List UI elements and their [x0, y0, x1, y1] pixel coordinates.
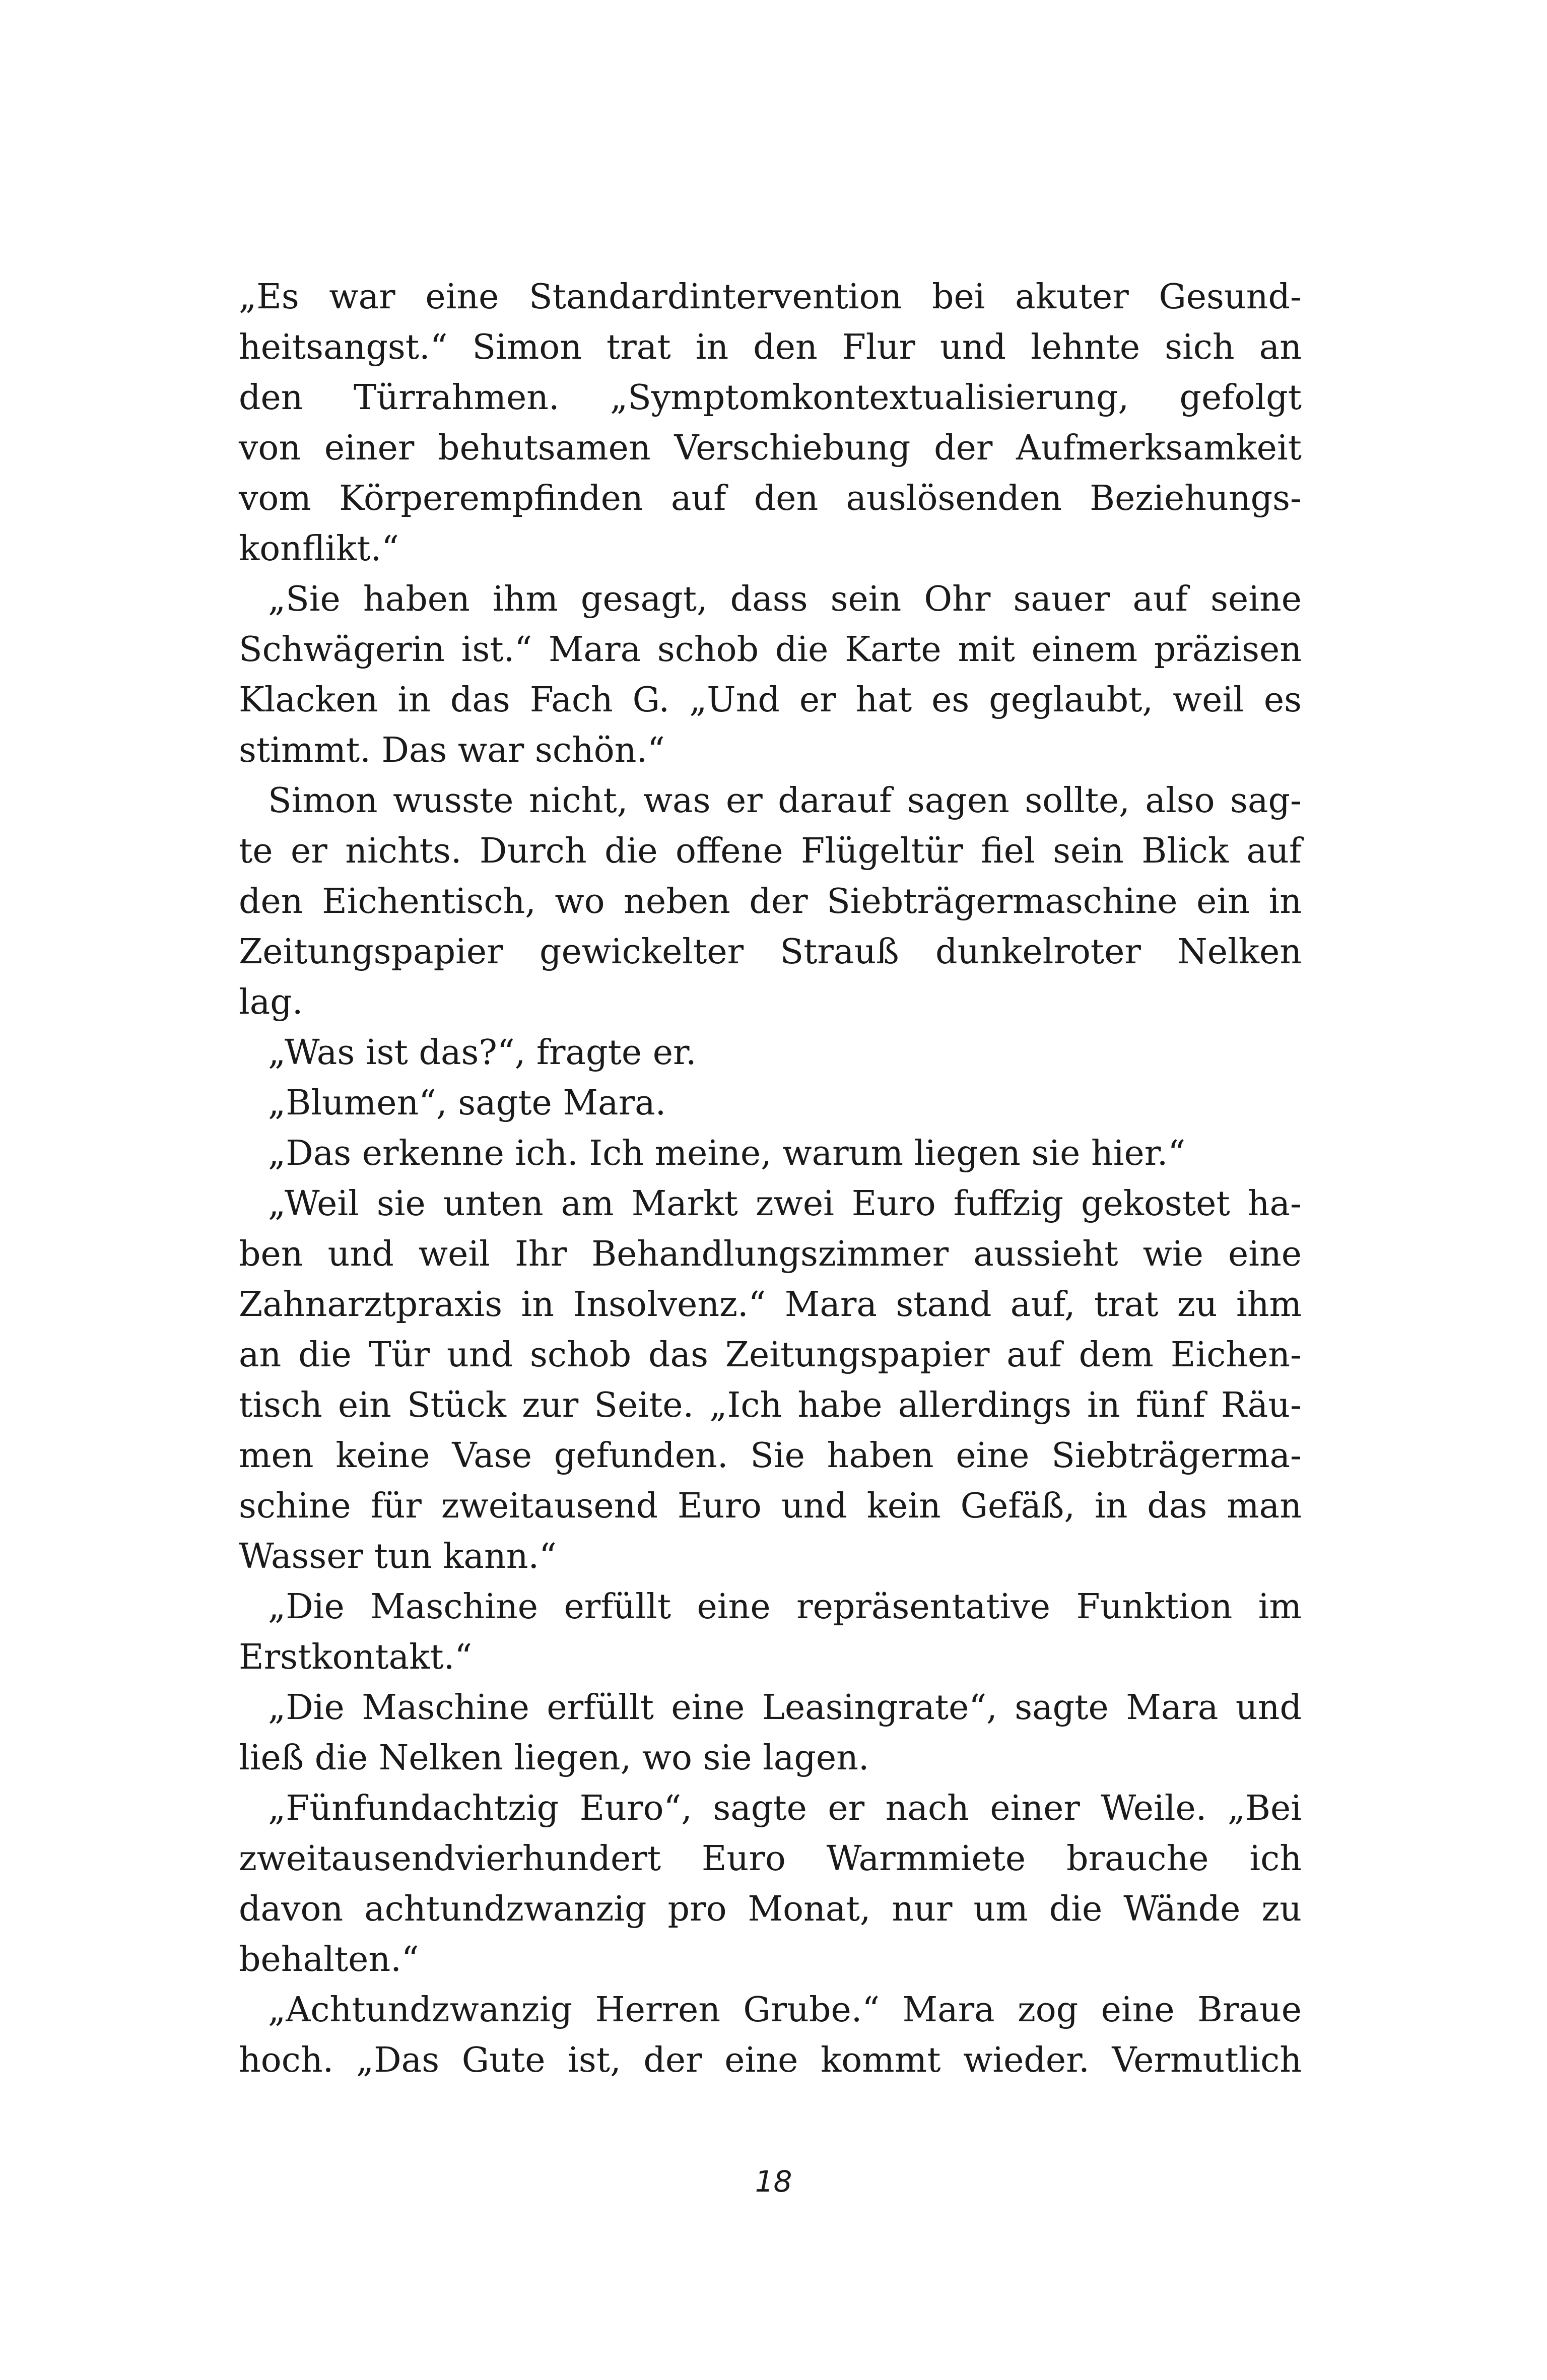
- text-line: te er nichts. Durch die offene Flügeltür fiel sein Blick auf: [239, 831, 1302, 871]
- text-line: zweitausendvierhundert Euro Warmmiete brauche ich: [239, 1839, 1302, 1879]
- text-line: „Die Maschine erfüllt eine Leasingrate“, sagte Mara und: [268, 1688, 1302, 1728]
- text-line: „Es war eine Standardintervention bei akuter Gesund-: [239, 277, 1302, 317]
- text-line: behalten.“: [239, 1940, 419, 1979]
- text-line: davon achtundzwanzig pro Monat, nur um die Wände zu: [239, 1889, 1302, 1929]
- text-line: stimmt. Das war schön.“: [239, 731, 665, 770]
- text-line: konflikt.“: [239, 529, 399, 569]
- text-line: Zeitungspapier gewickelter Strauß dunkelroter Nelken: [239, 932, 1302, 972]
- text-line: „Blumen“, sagte Mara.: [268, 1083, 666, 1123]
- text-line: den Türrahmen. „Symptomkontextualisierung, gefolgt: [239, 378, 1302, 418]
- text-line: an die Tür und schob das Zeitungspapier auf dem Eichen-: [239, 1335, 1302, 1375]
- text-line: schine für zweitausend Euro und kein Gefäß, in das man: [239, 1486, 1302, 1526]
- text-line: Wasser tun kann.“: [239, 1537, 557, 1576]
- text-line: tisch ein Stück zur Seite. „Ich habe allerdings in fünf Räu-: [239, 1385, 1302, 1425]
- page-number: 18: [755, 2164, 792, 2199]
- text-line: von einer behutsamen Verschiebung der Aufmerksamkeit: [239, 428, 1302, 468]
- text-line: „Was ist das?“, fragte er.: [268, 1033, 697, 1073]
- body-text: [239, 272, 1302, 2086]
- text-line: „Achtundzwanzig Herren Grube.“ Mara zog eine Braue: [268, 1990, 1302, 2030]
- text-line: „Sie haben ihm gesagt, dass sein Ohr sauer auf seine: [268, 579, 1302, 619]
- text-line: „Weil sie unten am Markt zwei Euro fuffzig gekostet ha-: [268, 1184, 1302, 1224]
- text-line: Erstkontakt.“: [239, 1637, 473, 1677]
- text-line: Klacken in das Fach G. „Und er hat es geglaubt, weil es: [239, 680, 1302, 720]
- text-line: vom Körperempfinden auf den auslösenden Beziehungs-: [239, 479, 1302, 518]
- text-line: „Die Maschine erfüllt eine repräsentative Funktion im: [268, 1587, 1302, 1627]
- text-line: „Fünfundachtzig Euro“, sagte er nach einer Weile. „Bei: [268, 1789, 1302, 1828]
- text-line: Simon wusste nicht, was er darauf sagen sollte, also sag-: [268, 781, 1302, 821]
- text-line: „Das erkenne ich. Ich meine, warum liegen sie hier.“: [268, 1134, 1186, 1173]
- text-line: den Eichentisch, wo neben der Siebträgermaschine ein in: [239, 882, 1302, 921]
- text-line: ben und weil Ihr Behandlungszimmer aussieht wie eine: [239, 1234, 1302, 1274]
- text-line: lag.: [239, 982, 303, 1022]
- text-line: hoch. „Das Gute ist, der eine kommt wieder. Vermutlich: [239, 2040, 1302, 2080]
- text-line: men keine Vase gefunden. Sie haben eine Siebträgerma-: [239, 1436, 1302, 1476]
- text-line: ließ die Nelken liegen, wo sie lagen.: [239, 1738, 869, 1778]
- text-line: heitsangst.“ Simon trat in den Flur und lehnte sich an: [239, 327, 1302, 367]
- text-line: Zahnarztpraxis in Insolvenz.“ Mara stand auf, trat zu ihm: [239, 1285, 1302, 1325]
- text-line: Schwägerin ist.“ Mara schob die Karte mit einem präzisen: [239, 630, 1302, 670]
